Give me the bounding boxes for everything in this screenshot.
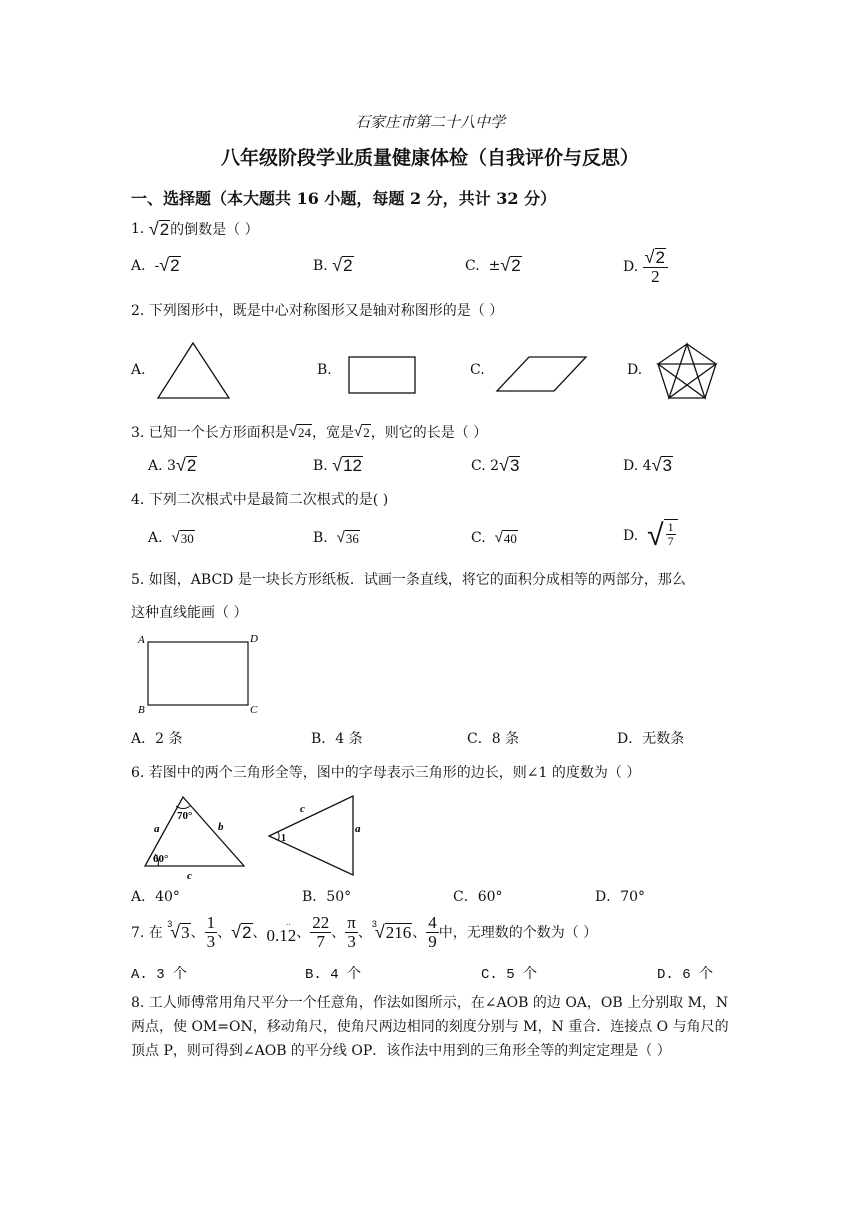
section-heading: 一、选择题（本大题共 16 小题，每题 2 分，共计 32 分）: [131, 189, 557, 208]
q1-d-denominator: 2: [651, 267, 660, 286]
q4-d-numerator: 1: [667, 520, 674, 534]
q3-stem-prefix: 3. 已知一个长方形面积是: [131, 425, 289, 441]
q1-a-radicand: 2: [170, 256, 180, 275]
question-8-line-1: 8. 工人师傅常用角尺平分一个任意角，作法如图所示，在∠AOB 的边 OA，OB 上分别取 M，N: [131, 995, 729, 1011]
q4-d-fraction: [666, 521, 676, 548]
q7-fraction-1-3: [205, 914, 218, 951]
q7-cbrt-216: 3 √ 216: [371, 918, 412, 942]
question-5-stem-line-1: 5. 如图，ABCD 是一块长方形纸板．试画一条直线，将它的面积分成相等的两部分，那么: [131, 572, 686, 588]
q1-option-d: [623, 248, 668, 286]
question-4-stem: 4. 下列二次根式中是最简二次根式的是( ): [131, 492, 389, 508]
q7-f4-num: 4: [428, 912, 437, 932]
q5-option-a: A．2 条: [131, 731, 183, 747]
q7-cbrt-radicand-1: 3: [181, 922, 190, 942]
q1-radicand: 2: [159, 219, 170, 239]
angle-1-label: 1: [281, 833, 286, 844]
q7-fraction-pi-3: [345, 914, 358, 951]
angle-60-label: 60°: [153, 853, 169, 865]
q1-stem-text: 的倒数是（ ）: [170, 222, 259, 238]
q3-c-coef: 2: [490, 457, 500, 474]
q4-option-c: [471, 530, 518, 546]
question-5-stem-line-2: 这种直线能画（ ）: [131, 605, 248, 621]
q3-option-a: [148, 456, 197, 475]
q4-c-radical: √ 40: [494, 529, 517, 546]
rectangle-abcd-figure: [136, 630, 266, 716]
q7-sqrt-radicand: 2: [242, 922, 252, 942]
q4-b-label: B.: [313, 530, 328, 546]
q3-c-radical: √ 3: [499, 455, 520, 475]
fig-label-d: D: [250, 633, 258, 645]
q7-sep-6: 、: [357, 925, 372, 941]
q7-fraction-4-9: [426, 914, 439, 951]
q7-sep-2: 、: [217, 925, 232, 941]
q2-b-label: B.: [317, 362, 332, 378]
q7-cbrt-3: 3 √ 3: [167, 918, 190, 942]
q3-option-c: [471, 456, 520, 475]
q3-b-radical: √ 12: [332, 455, 363, 475]
question-1-stem: [131, 219, 259, 239]
q4-b-radicand: 36: [345, 531, 359, 546]
q3-area-radicand: 24: [298, 425, 312, 440]
q3-a-label: A.: [148, 457, 163, 474]
q4-d-label: D.: [623, 528, 639, 544]
q7-sep-4: 、: [296, 925, 311, 941]
q3-area-radical: √ 24: [288, 423, 312, 440]
q7-f4-den: 9: [428, 931, 437, 951]
q5-option-b: B．4 条: [311, 731, 363, 747]
q7-sep-5: 、: [331, 925, 346, 941]
q3-option-b: [313, 456, 363, 475]
q1-option-a: [131, 256, 181, 275]
q3-width-radicand: 2: [363, 425, 370, 440]
fig-label-a: A: [138, 634, 145, 646]
q4-d-radical: √ $\frac{1}{7}$: [647, 519, 677, 553]
q6-option-c: C．60°: [453, 889, 503, 905]
q3-d-radical: √ 3: [651, 455, 672, 475]
question-8-line-2: 两点，使 OM=ON，移动角尺，使角尺两边相同的刻度分别与 M，N 重合．连接点 O 与角尺的: [131, 1019, 729, 1035]
q7-f3-num: π: [347, 912, 356, 932]
q7-sqrt-2: √ 2: [231, 921, 252, 942]
question-6-stem: 6. 若图中的两个三角形全等，图中的字母表示三角形的边长，则∠1 的度数为（ ）: [131, 765, 641, 781]
q1-a-radical: √ 2: [159, 255, 180, 275]
q1-a-prefix: -: [154, 257, 160, 274]
q1-c-label: C.: [465, 257, 480, 274]
q3-stem-suffix: ，则它的长是（ ）: [370, 425, 488, 441]
q7-option-d: D. 6 个: [657, 967, 714, 983]
left-side-c-label: c: [187, 870, 192, 882]
q1-b-label: B.: [313, 257, 328, 274]
q4-option-a: [148, 530, 195, 546]
q4-option-b: [313, 530, 360, 546]
q7-cbrt-index-2: 3: [371, 918, 377, 929]
q6-option-a: A．40°: [131, 889, 180, 905]
congruent-triangles-figure: [140, 792, 370, 882]
right-side-a-label: a: [355, 823, 361, 835]
angle-70-label: 70°: [177, 810, 193, 822]
pentagram-in-pentagon-figure: [654, 341, 720, 401]
q3-stem-mid: ，宽是: [312, 425, 355, 441]
q3-d-label: D.: [623, 457, 639, 474]
equilateral-triangle-figure: [155, 340, 231, 400]
q3-d-radicand: 3: [662, 456, 672, 475]
q4-a-radicand: 30: [180, 531, 194, 546]
q7-fraction-22-7: [310, 914, 331, 951]
q1-number: 1.: [131, 221, 145, 237]
q3-a-radical: √ 2: [175, 455, 197, 475]
q4-option-d: [623, 519, 678, 553]
parallelogram-figure: [494, 354, 590, 394]
rectangle-figure: [346, 354, 418, 396]
q7-cbrt-index-1: 3: [167, 918, 173, 929]
q1-c-radicand: 2: [511, 256, 521, 275]
q3-a-radicand: 2: [186, 456, 197, 475]
q1-d-label: D.: [623, 259, 639, 275]
q3-d-coef: 4: [642, 457, 652, 474]
q1-a-label: A.: [131, 257, 146, 274]
q1-option-c: [465, 256, 522, 275]
q3-c-radicand: 3: [509, 456, 520, 475]
q2-d-label: D.: [627, 362, 643, 378]
q7-number: 7. 在: [131, 925, 163, 941]
q1-c-radical: √ 2: [500, 255, 521, 275]
right-side-c-label: c: [300, 803, 305, 815]
q1-c-prefix: ±: [488, 257, 501, 274]
left-side-a-label: a: [154, 823, 160, 835]
school-name: 石家庄市第二十八中学: [354, 113, 505, 131]
question-2-stem: 2. 下列图形中，既是中心对称图形又是轴对称图形的是（ ）: [131, 303, 504, 319]
q4-d-radicand: [664, 519, 678, 553]
q1-b-radicand: 2: [343, 256, 353, 275]
q1-option-b: [313, 256, 354, 275]
q5-option-c: C．8 条: [467, 731, 520, 747]
q1-radical: √ 2: [148, 218, 170, 239]
q1-b-radical: √ 2: [332, 255, 353, 275]
q7-decimal-value: 0.12: [266, 926, 297, 945]
q4-c-label: C.: [471, 530, 486, 546]
q7-f1-den: 3: [206, 931, 216, 951]
q7-stem-suffix: 中，无理数的个数为（ ）: [438, 925, 598, 941]
question-7-stem: [131, 910, 597, 954]
q3-width-radical: √ 2: [354, 423, 370, 440]
q7-f2-num: 22: [312, 912, 330, 932]
q4-a-label: A.: [148, 530, 163, 546]
fig-label-c: C: [250, 704, 258, 716]
q3-b-radicand: 12: [343, 456, 363, 475]
q3-b-label: B.: [313, 457, 328, 474]
q1-d-numerator: √ 2: [643, 248, 668, 268]
q7-f1-num: 1: [206, 912, 216, 932]
q7-sep-7: 、: [412, 925, 427, 941]
q7-option-c: C. 5 个: [481, 967, 538, 983]
q5-option-d: D．无数条: [617, 731, 685, 747]
q6-option-b: B．50°: [302, 889, 352, 905]
q3-c-label: C.: [471, 457, 486, 474]
q3-a-coef: 3: [167, 457, 176, 474]
q1-d-fraction: [643, 248, 668, 286]
q2-a-label: A.: [131, 362, 146, 378]
q7-sep-3: 、: [252, 925, 267, 941]
q7-cbrt-radicand-2: 216: [385, 922, 412, 942]
q7-f3-den: 3: [347, 931, 356, 951]
left-side-b-label: b: [218, 821, 224, 833]
q7-sep-1: 、: [190, 925, 205, 941]
fig-label-b: B: [138, 704, 145, 716]
q4-a-radical: √ 30: [171, 529, 194, 546]
exam-title: 八年级阶段学业质量健康体检（自我评价与反思）: [220, 147, 639, 169]
q3-option-d: [623, 456, 673, 475]
q4-c-radicand: 40: [503, 531, 517, 546]
question-3-stem: [131, 422, 487, 442]
q4-d-denominator: 7: [667, 534, 674, 548]
question-8-line-3: 顶点 P，则可得到∠AOB 的平分线 OP．该作法中用到的三角形全等的判定定理是（ ）: [131, 1043, 671, 1059]
q7-repeat-dots: ..: [285, 917, 291, 928]
q7-option-b: B. 4 个: [305, 967, 362, 983]
q6-option-d: D．70°: [595, 889, 646, 905]
q4-b-radical: √ 36: [336, 529, 359, 546]
q7-f2-den: 7: [316, 931, 326, 951]
q7-repeating-decimal: [267, 919, 297, 945]
q2-c-label: C.: [470, 362, 485, 378]
q7-option-a: A. 3 个: [131, 967, 188, 983]
q1-d-num-radicand: 2: [655, 248, 665, 267]
